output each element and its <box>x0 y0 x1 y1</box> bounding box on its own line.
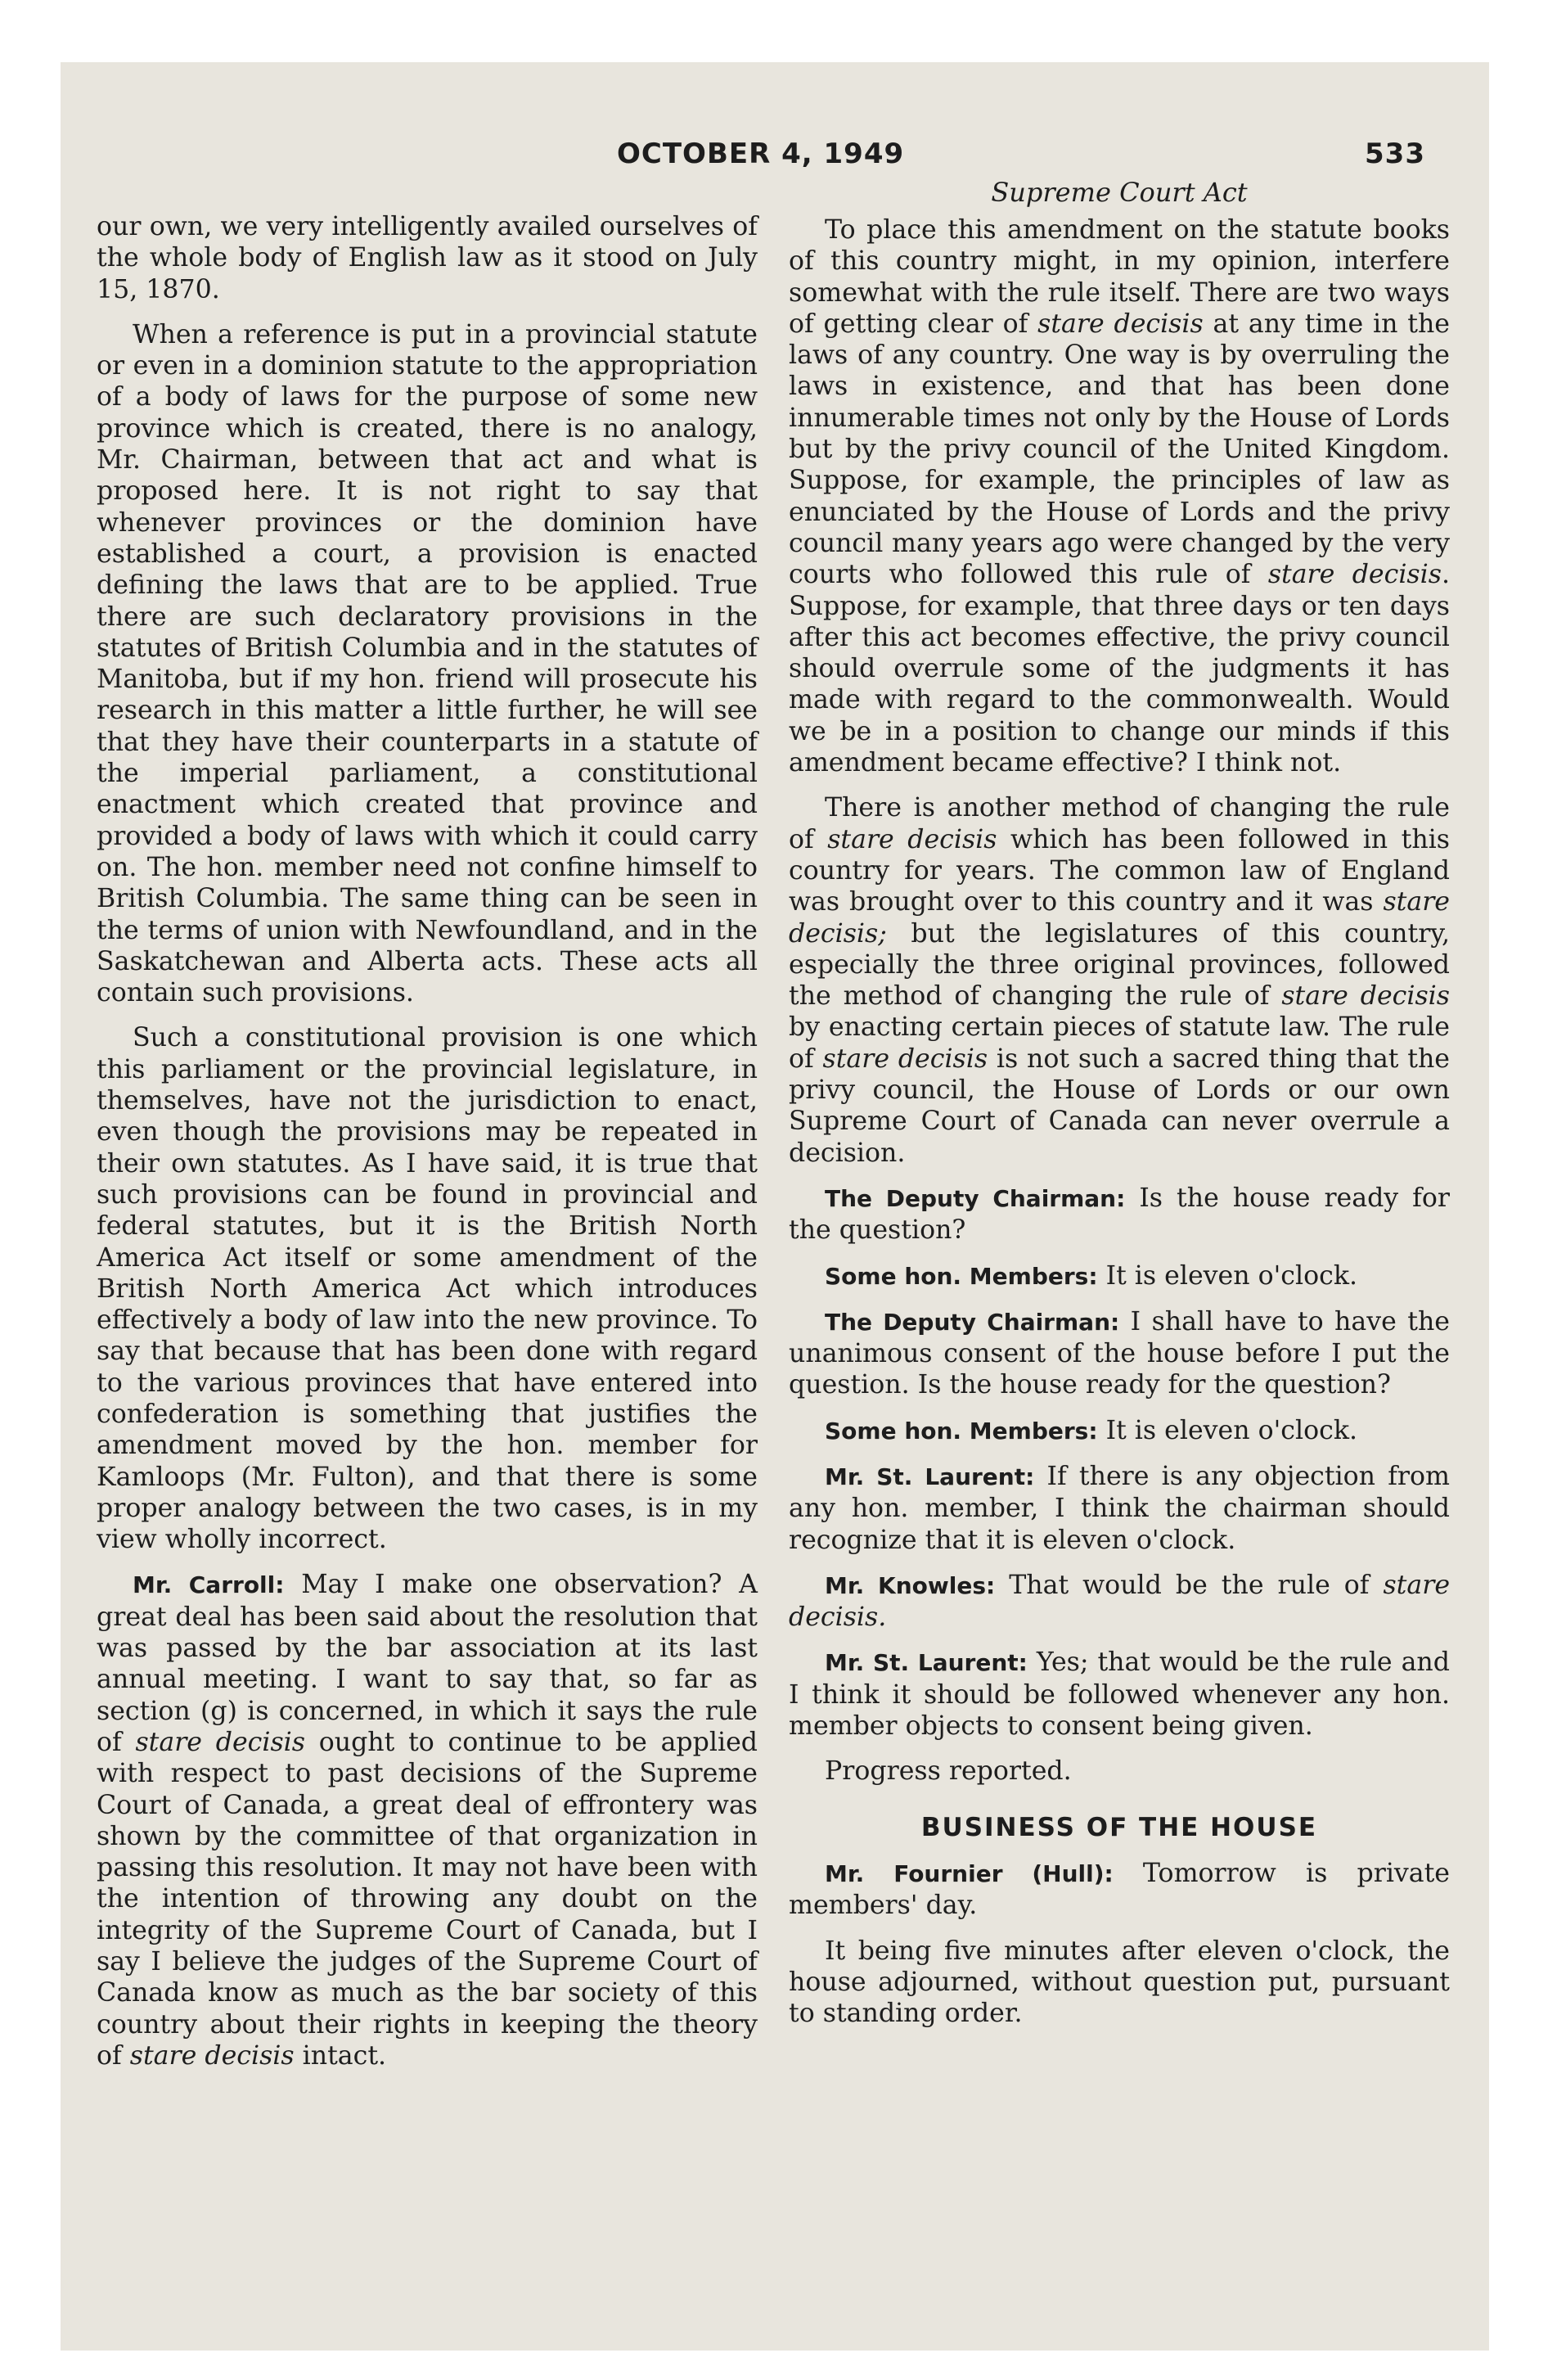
speaker-name: The Deputy Chairman: <box>825 1308 1120 1336</box>
speaker-name: The Deputy Chairman: <box>825 1184 1126 1212</box>
speech: Mr. Fournier (Hull): Tomorrow is private members' day. <box>789 1858 1450 1921</box>
paragraph: It being five minutes after eleven o'clock, the house adjourned, without question put, pursuant to standing order. <box>789 1936 1450 2029</box>
speech-carroll: Mr. Carroll: May I make one observation? A great deal has been said about the resolution that was passed by the bar association at its last annual meeting. I want to say that, so far as section (g) is concerned, in which it says the rule of stare decisis ought to continue to be applied with respect to past decisions of the Supreme Court of Canada, a great deal of effrontery was shown by the committee of that organization in passing this resolution. It may not have been with the intention of throwing any doubt on the integrity of the Supreme Court of Canada, but I say I believe the judges of the Supreme Court of Canada know as much as the bar society of this country about their rights in keeping the theory of stare decisis intact. <box>97 1570 758 2071</box>
speaker-name: Mr. Knowles: <box>825 1571 996 1599</box>
speaker-name: Mr. St. Laurent: <box>825 1463 1035 1490</box>
speaker-name: Some hon. Members: <box>825 1417 1098 1445</box>
speech: Mr. St. Laurent: If there is any objection from any hon. member, I think the chairman should recognize that it is eleven o'clock. <box>789 1461 1450 1555</box>
speech: Mr. St. Laurent: Yes; that would be the rule and I think it should be followed whenever any hon. member objects to consent being given. <box>789 1648 1451 1742</box>
paragraph: There is another method of changing the rule of stare decisis which has been followed in this country for years. The common law of England was brought over to this country and it was stare decisis; but the legislatures of this country, especially the three original provinces, followed the method of changing the rule of stare decisis by enacting certain pieces of statute law. The rule of stare decisis is not such a sacred thing that the privy council, the House of Lords or our own Supreme Court of Canada can never overrule a decision. <box>789 793 1450 1168</box>
speech: The Deputy Chairman: Is the house ready for the question? <box>789 1183 1450 1246</box>
speaker-name: Mr. Carroll: <box>133 1571 285 1599</box>
speech: Some hon. Members: It is eleven o'clock. <box>825 1415 1358 1445</box>
paragraph: Such a constitutional provision is one which this parliament or the provincial legislature, in themselves, have not the jurisdiction to enact, even though the provisions may be repeated in their own statutes. As I have said, it is true that such provisions can be found in provincial and federal statutes, but it is the British North America Act itself or some amendment of the British North America Act which introduces effectively a body of law into the new province. To say that because that has been done with regard to the various provinces that have entered into confederation is something that justifies the amendment moved by the hon. member for Kamloops (Mr. Fulton), and that there is some proper analogy between the two cases, is in my view wholly incorrect. <box>97 1023 758 1555</box>
paragraph: When a reference is put in a provincial statute or even in a dominion statute to the appropriation of a body of laws for the purpose of some new province which is created, there is no analogy, Mr. Chairman, between that act and what is proposed here. It is not right to say that whenever provinces or the dominion have established a court, a provision is enacted defining the laws that are to be applied. True there are such declaratory provisions in the statutes of British Columbia and in the statutes of Manitoba, but if my hon. friend will prosecute his research in this matter a little further, he will see that they have their counterparts in a statute of the imperial parliament, a constitutional enactment which created that province and provided a body of laws with which it could carry on. The hon. member need not confine himself to British Columbia. The same thing can be seen in the terms of union with Newfoundland, and in the Saskatchewan and Alberta acts. These acts all contain such provisions. <box>97 319 758 1008</box>
speaker-name: Mr. St. Laurent: <box>825 1649 1028 1677</box>
left-column <box>97 211 758 2085</box>
right-column <box>789 177 1450 2043</box>
header-date: OCTOBER 4, 1949 <box>617 137 905 170</box>
paragraph: our own, we very intelligently availed ourselves of the whole body of English law as it stood on July 15, 1870. <box>97 212 758 304</box>
page-number: 533 <box>1365 137 1425 170</box>
paragraph: Progress reported. <box>825 1756 1072 1787</box>
page-header <box>61 137 1489 178</box>
speech: Mr. Knowles: That would be the rule of stare decisis. <box>789 1570 1451 1633</box>
speaker-name: Mr. Fournier (Hull): <box>825 1859 1114 1887</box>
running-subheading: Supreme Court Act <box>991 177 1248 208</box>
speaker-name: Some hon. Members: <box>825 1262 1098 1290</box>
section-heading: BUSINESS OF THE HOUSE <box>920 1812 1318 1842</box>
speech: The Deputy Chairman: I shall have to have the unanimous consent of the house before I put the question. Is the house ready for the question? <box>789 1306 1450 1400</box>
speech: Some hon. Members: It is eleven o'clock. <box>825 1260 1358 1291</box>
paragraph: To place this amendment on the statute books of this country might, in my opinion, interfere somewhat with the rule itself. There are two ways of getting clear of stare decisis at any time in the laws of any country. One way is by overruling the laws in existence, and that has been done innumerable times not only by the House of Lords but by the privy council of the United Kingdom. Suppose, for example, the principles of law as enunciated by the House of Lords and the privy council many years ago were changed by the very courts who followed this rule of stare decisis. Suppose, for example, that three days or ten days after this act becomes effective, the privy council should overrule some of the judgments it has made with regard to the commonwealth. Would we be in a position to change our minds if this amendment became effective? I think not. <box>789 215 1451 778</box>
document-page <box>61 62 1489 2351</box>
